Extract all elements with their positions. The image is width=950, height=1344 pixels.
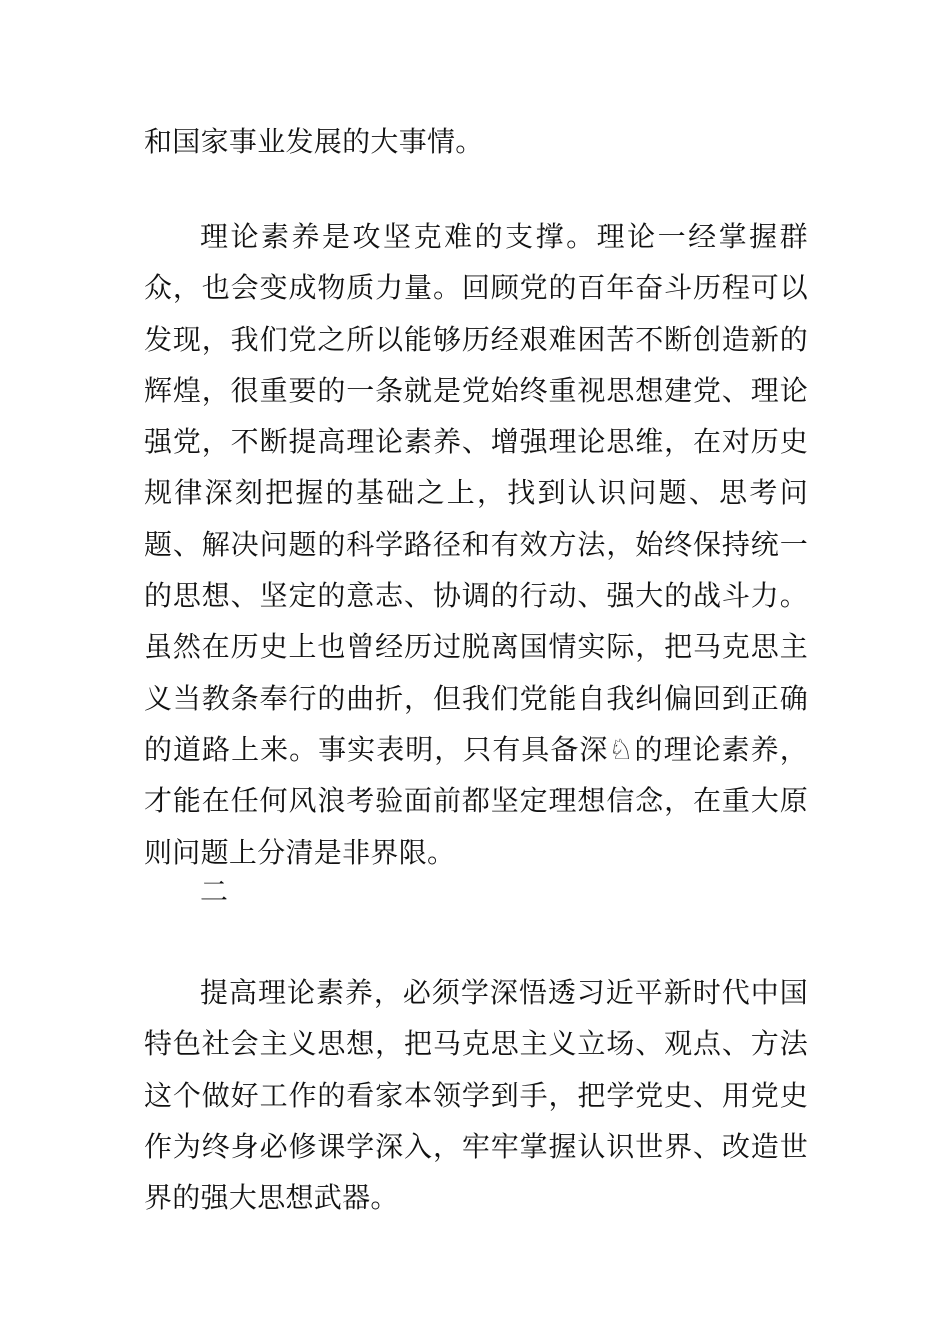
paragraph-theory-support: 理论素养是攻坚克难的支撑。理论一经掌握群众，也会变成物质力量。回顾党的百年奋斗历程可以发现，我们党之所以能够历经艰难困苦不断创造新的辉煌，很重要的一条就是党始终重视思想建党、理论强党，不断提高理论素养、增强理论思维，在对历史规律深刻把握的基础之上，找到认识问题、思考问题、解决问题的科学路径和有效方法，始终保持统一的思想、坚定的意志、协调的行动、强大的战斗力。虽然在历史上也曾经历过脱离国情实际，把马克思主义当教条奉行的曲折，但我们党能自我纠偏回到正确的道路上来。事实表明，只有具备深♘的理论素养，才能在任何风浪考验面前都坚定理想信念，在重大原则问题上分清是非界限。 [144,220,808,869]
section-number-heading: 二 [200,875,229,908]
paragraph-continuation: 和国家事业发展的大事情。 [144,125,484,158]
paragraph-improve-theory: 提高理论素养，必须学深悟透习近平新时代中国特色社会主义思想，把马克思主义立场、观点、方法这个做好工作的看家本领学到手，把学党史、用党史作为终身必修课学深入，牢牢掌握认识世界、改造世界的强大思想武器。 [144,976,808,1215]
